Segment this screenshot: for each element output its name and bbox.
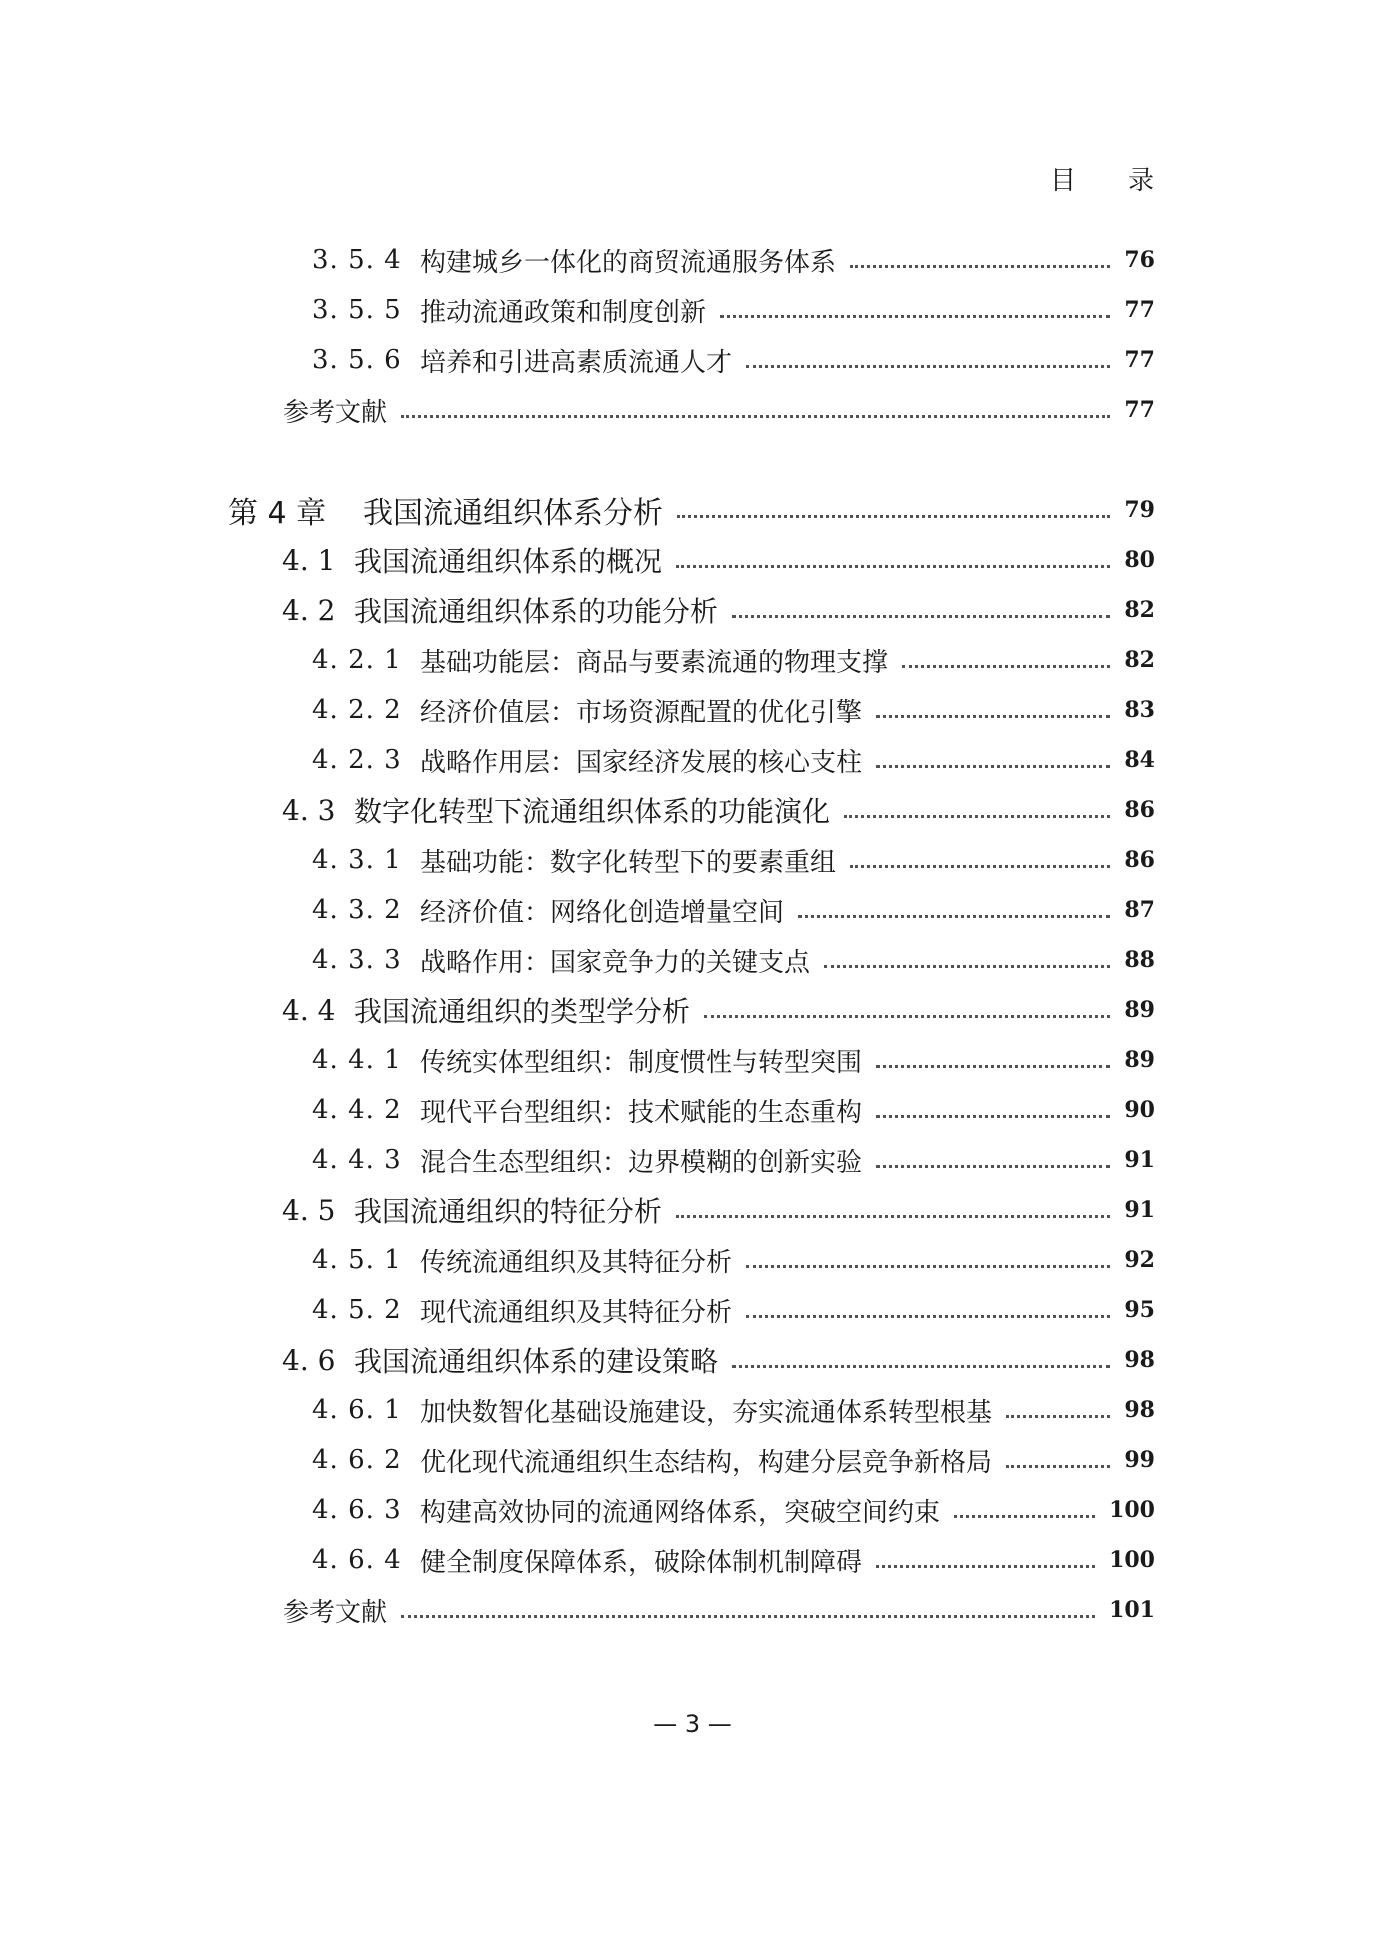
toc-entry-title: 经济价值层：市场资源配置的优化引擎	[420, 697, 863, 728]
dot-leader	[902, 665, 1110, 668]
toc-entry[interactable]	[312, 890, 1155, 930]
toc-entry[interactable]	[312, 840, 1155, 880]
toc-entry-page: 99	[1124, 1447, 1155, 1473]
toc-entry-number: 4. 3. 1	[312, 845, 402, 875]
dot-leader	[720, 315, 1110, 318]
toc-entry[interactable]	[312, 290, 1155, 330]
toc-entry-number: 4. 4. 2	[312, 1095, 402, 1125]
dot-leader	[876, 1565, 1095, 1568]
dot-leader	[850, 265, 1110, 268]
dot-leader	[704, 1015, 1110, 1018]
toc-entry-title: 现代平台型组织：技术赋能的生态重构	[420, 1097, 863, 1128]
dot-leader	[676, 565, 1110, 568]
dot-leader	[676, 1215, 1110, 1218]
toc-entry[interactable]	[312, 1390, 1155, 1430]
toc-entry[interactable]	[312, 340, 1155, 380]
toc-entry-page: 100	[1109, 1547, 1155, 1573]
toc-entry[interactable]	[312, 940, 1155, 980]
toc-entry-page: 98	[1124, 1347, 1155, 1373]
running-title-1: 目	[1050, 166, 1077, 196]
toc-entry[interactable]	[283, 1590, 1155, 1630]
toc-entry-page: 92	[1124, 1247, 1155, 1273]
toc-entry-title: 构建高效协同的流通网络体系，突破空间约束	[420, 1497, 941, 1528]
dot-leader	[876, 715, 1110, 718]
toc-entry[interactable]	[282, 590, 1155, 630]
dot-leader	[798, 915, 1110, 918]
toc-entry-title: 优化现代流通组织生态结构，构建分层竞争新格局	[420, 1447, 993, 1478]
toc-entry-number: 3. 5. 6	[312, 345, 402, 375]
dot-leader	[850, 865, 1110, 868]
toc-entry[interactable]	[312, 1540, 1155, 1580]
toc-entry-number: 4. 2. 3	[312, 745, 402, 775]
page-number: — 3 —	[653, 1710, 732, 1738]
toc-entry-number: 4. 6	[282, 1343, 336, 1377]
toc-entry-number: 4. 4. 3	[312, 1145, 402, 1175]
toc-entry[interactable]	[312, 1290, 1155, 1330]
dot-leader	[876, 1065, 1110, 1068]
toc-entry-number: 4. 1	[282, 543, 336, 577]
toc-entry-number: 4. 3. 3	[312, 945, 402, 975]
toc-entry-page: 86	[1124, 847, 1155, 873]
toc-entry-page: 88	[1124, 947, 1155, 973]
toc-entry-page: 83	[1124, 697, 1155, 723]
toc-entry-title: 现代流通组织及其特征分析	[420, 1297, 733, 1328]
toc-entry[interactable]	[282, 1190, 1155, 1230]
toc-entry[interactable]	[312, 1440, 1155, 1480]
toc-entry-title: 我国流通组织体系分析	[363, 496, 663, 531]
toc-entry-page: 77	[1124, 297, 1155, 323]
toc-entry-number: 4. 6. 2	[312, 1445, 402, 1475]
toc-entry-number: 第 4 章	[228, 496, 327, 531]
toc-entry-page: 82	[1124, 597, 1155, 623]
toc-entry[interactable]	[282, 990, 1155, 1030]
toc-entry-number: 4. 5	[282, 1193, 336, 1227]
toc-entry-number: 4. 2. 2	[312, 695, 402, 725]
dot-leader	[401, 415, 1110, 418]
toc-entry[interactable]	[312, 740, 1155, 780]
toc-entry-title: 我国流通组织体系的概况	[354, 545, 663, 578]
toc-entry-page: 95	[1124, 1297, 1155, 1323]
dot-leader	[732, 1365, 1110, 1368]
toc-entry[interactable]	[312, 1490, 1155, 1530]
toc-entry-title: 构建城乡一体化的商贸流通服务体系	[420, 247, 837, 278]
dot-leader	[876, 1165, 1110, 1168]
toc-entry-number: 3. 5. 4	[312, 245, 402, 275]
dot-leader	[746, 1315, 1110, 1318]
toc-entry-title: 基础功能：数字化转型下的要素重组	[420, 847, 837, 878]
toc-entry[interactable]	[312, 1140, 1155, 1180]
toc-entry-page: 76	[1124, 247, 1155, 273]
toc-entry[interactable]	[228, 490, 1155, 530]
toc-entry-number: 4. 4. 1	[312, 1045, 402, 1075]
toc-entry-page: 87	[1124, 897, 1155, 923]
toc-entry-title: 我国流通组织的类型学分析	[354, 995, 691, 1028]
dot-leader	[401, 1615, 1095, 1618]
toc-entry[interactable]	[312, 1240, 1155, 1280]
toc-entry-title: 传统实体型组织：制度惯性与转型突围	[420, 1047, 863, 1078]
toc-entry-title: 基础功能层：商品与要素流通的物理支撑	[420, 647, 889, 678]
toc-entry-title: 经济价值：网络化创造增量空间	[420, 897, 785, 928]
toc-entry-number: 4. 5. 2	[312, 1295, 402, 1325]
toc-entry-page: 90	[1124, 1097, 1155, 1123]
toc-entry-page: 82	[1124, 647, 1155, 673]
toc-entry-page: 98	[1124, 1397, 1155, 1423]
dot-leader	[1006, 1465, 1110, 1468]
dot-leader	[746, 365, 1110, 368]
toc-entry-number: 4. 4	[282, 993, 336, 1027]
dot-leader	[746, 1265, 1110, 1268]
toc-entry-number: 4. 5. 1	[312, 1245, 402, 1275]
toc-entry-page: 84	[1124, 747, 1155, 773]
dot-leader	[677, 515, 1110, 518]
running-title-2: 录	[1128, 166, 1155, 196]
toc-entry-number: 4. 6. 3	[312, 1495, 402, 1525]
toc-entry-page: 89	[1124, 1047, 1155, 1073]
toc-entry-title: 培养和引进高素质流通人才	[420, 347, 733, 378]
toc-entry-page: 77	[1124, 347, 1155, 373]
toc-entry-page: 86	[1124, 797, 1155, 823]
dot-leader	[844, 815, 1110, 818]
toc-entry-title: 我国流通组织体系的功能分析	[354, 595, 719, 628]
toc-entry[interactable]	[282, 1340, 1155, 1380]
dot-leader	[876, 1115, 1110, 1118]
toc-entry-title: 混合生态型组织：边界模糊的创新实验	[420, 1147, 863, 1178]
running-head	[1050, 160, 1154, 197]
toc-entry-page: 89	[1124, 997, 1155, 1023]
toc-entry-title: 我国流通组织的特征分析	[354, 1195, 663, 1228]
dot-leader	[732, 615, 1110, 618]
toc-entry[interactable]	[282, 540, 1155, 580]
toc-entry-page: 100	[1109, 1497, 1155, 1523]
toc-entry-page: 80	[1124, 547, 1155, 573]
toc-entry-number: 4. 2. 1	[312, 645, 402, 675]
toc-entry-page: 101	[1109, 1597, 1155, 1623]
toc-entry[interactable]	[282, 790, 1155, 830]
toc-entry-number: 4. 2	[282, 593, 336, 627]
toc-entry-number: 3. 5. 5	[312, 295, 402, 325]
toc-entry-title: 战略作用层：国家经济发展的核心支柱	[420, 747, 863, 778]
toc-entry[interactable]	[312, 690, 1155, 730]
toc-entry-number: 4. 6. 4	[312, 1545, 402, 1575]
toc-entry-title: 健全制度保障体系，破除体制机制障碍	[420, 1547, 863, 1578]
toc-entry[interactable]	[312, 240, 1155, 280]
toc-entry-page: 79	[1124, 497, 1155, 523]
toc-entry-title: 推动流通政策和制度创新	[420, 297, 707, 328]
toc-entry-title: 传统流通组织及其特征分析	[420, 1247, 733, 1278]
toc-entry-title: 加快数智化基础设施建设，夯实流通体系转型根基	[420, 1397, 993, 1428]
dot-leader	[824, 965, 1110, 968]
toc-entry-title: 我国流通组织体系的建设策略	[354, 1345, 719, 1378]
toc-entry-title: 战略作用：国家竞争力的关键支点	[420, 947, 811, 978]
toc-entry-page: 77	[1124, 397, 1155, 423]
dot-leader	[954, 1515, 1095, 1518]
toc-entry-number: 4. 3. 2	[312, 895, 402, 925]
dot-leader	[1006, 1415, 1110, 1418]
toc-entry[interactable]	[312, 1090, 1155, 1130]
toc-entry-page: 91	[1124, 1147, 1155, 1173]
toc-entry-title: 数字化转型下流通组织体系的功能演化	[354, 795, 831, 828]
toc-entry-title: 参考文献	[283, 397, 388, 428]
toc-entry[interactable]	[312, 640, 1155, 680]
toc-entry-page: 91	[1124, 1197, 1155, 1223]
toc-entry-number: 4. 3	[282, 793, 336, 827]
toc-entry-number: 4. 6. 1	[312, 1395, 402, 1425]
toc-entry-title: 参考文献	[283, 1597, 388, 1628]
toc-entry[interactable]	[283, 390, 1155, 430]
dot-leader	[876, 765, 1110, 768]
toc-entry[interactable]	[312, 1040, 1155, 1080]
